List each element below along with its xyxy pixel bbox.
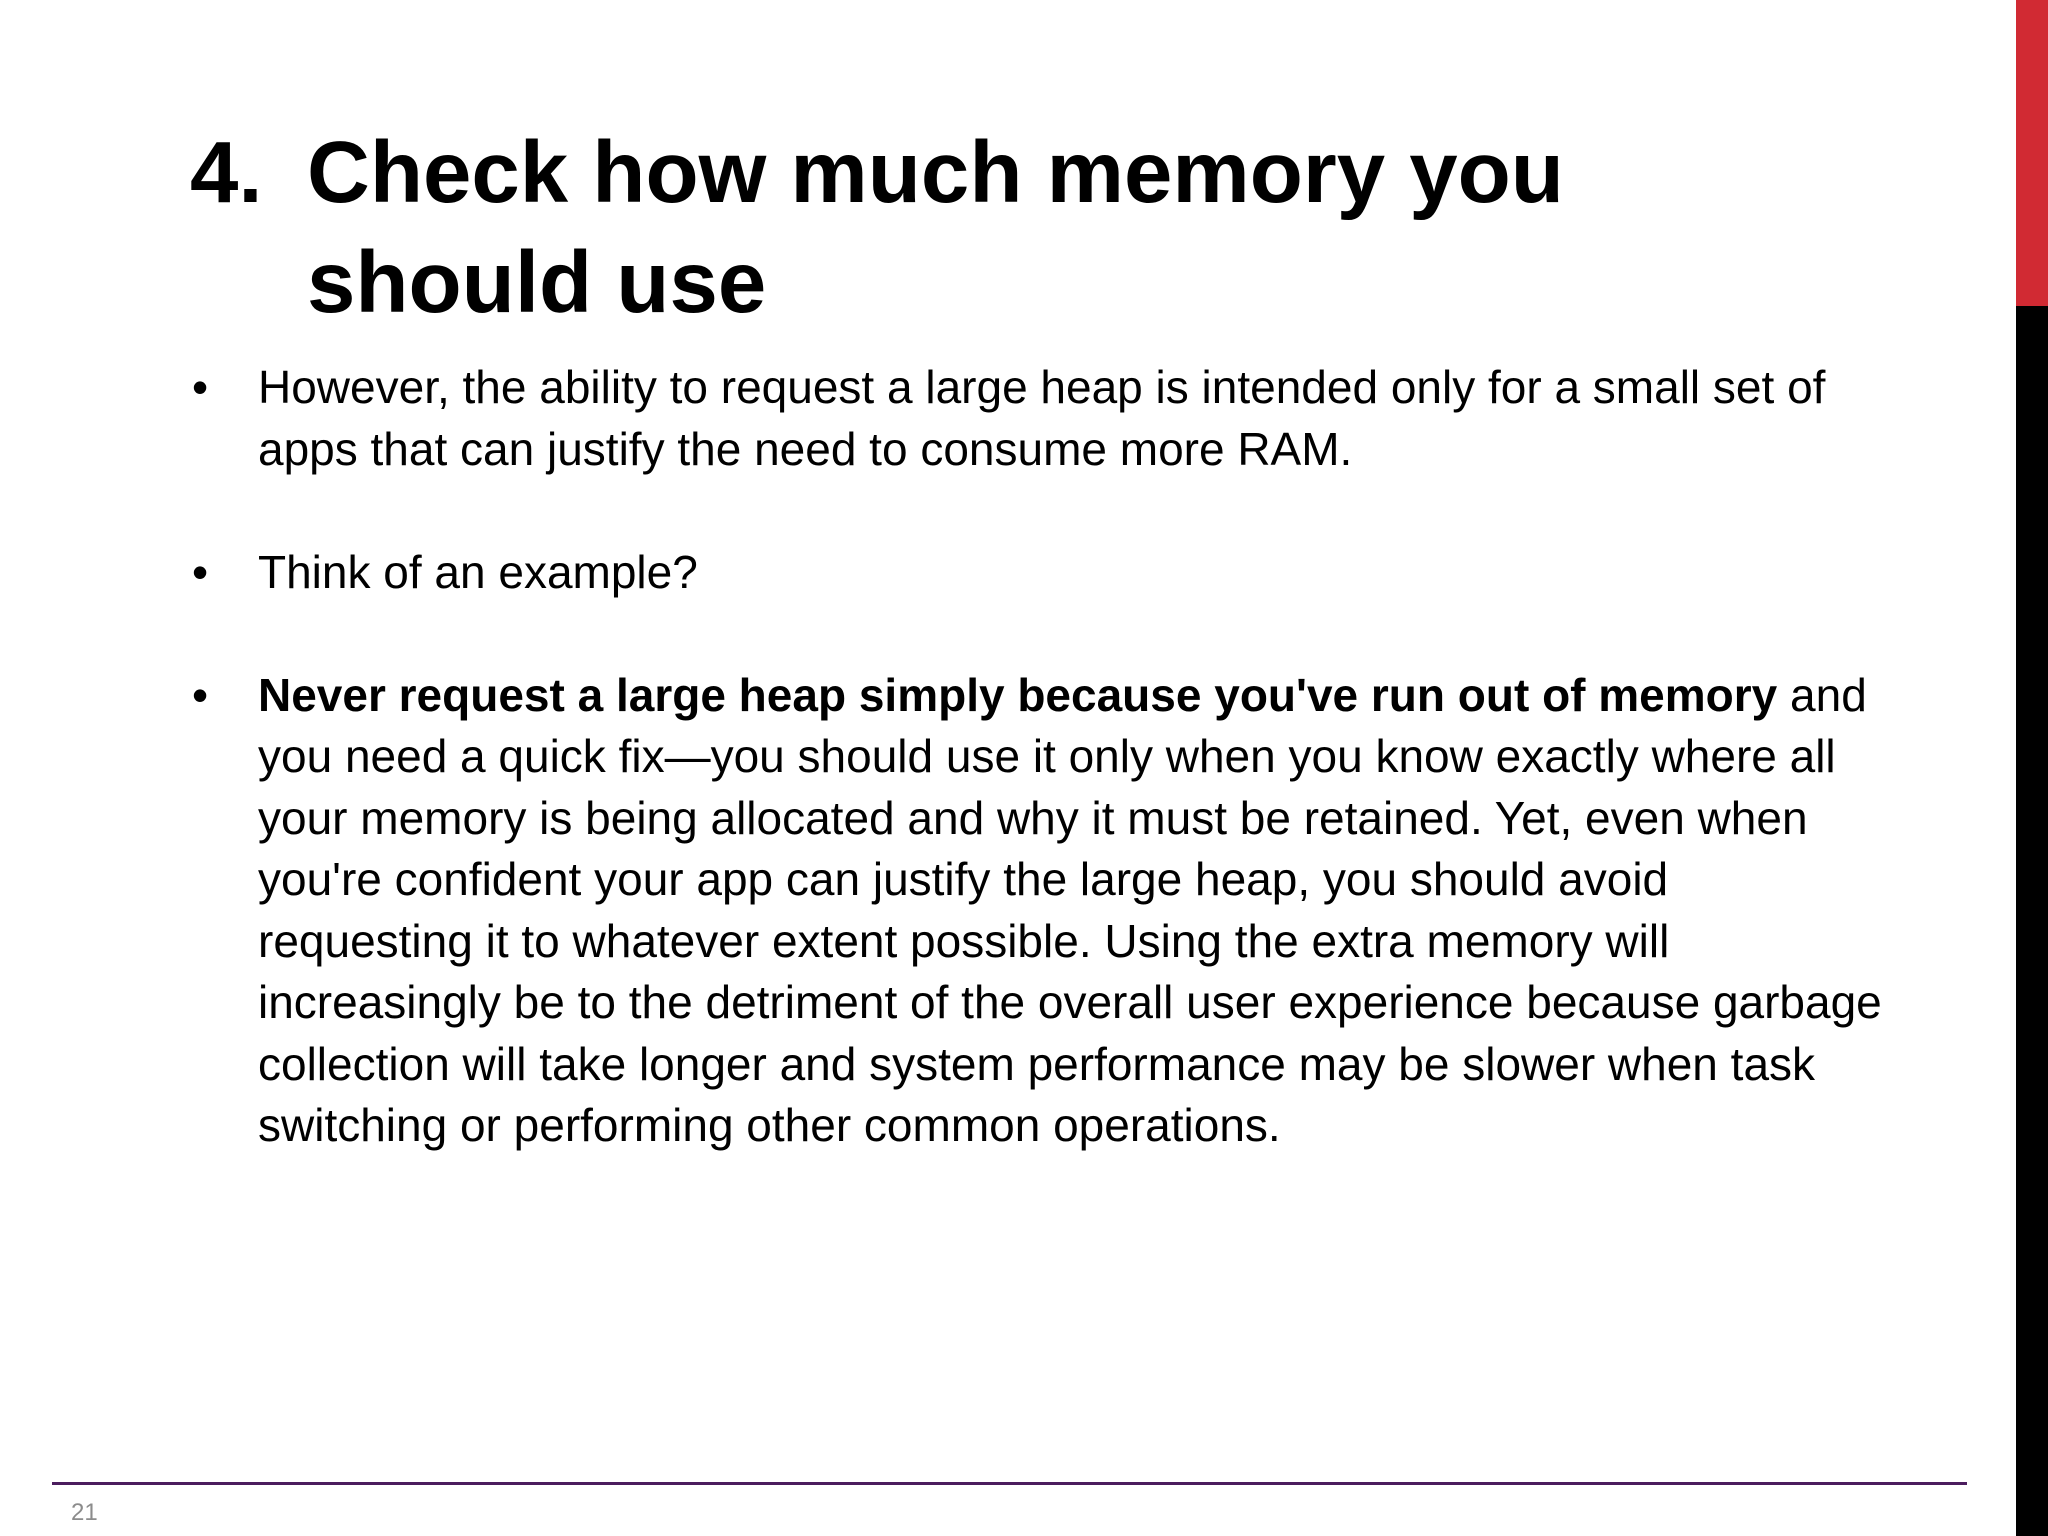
bullet-mark: • xyxy=(192,668,209,721)
footer-divider xyxy=(52,1482,1967,1485)
bullet-item xyxy=(190,665,1890,1157)
bullet-bold-text: Never request a large heap simply because you've run out of memory xyxy=(258,668,1778,721)
title-line-2: should use xyxy=(307,234,767,331)
page-number: 21 xyxy=(71,1499,98,1526)
title-text xyxy=(307,118,1790,338)
title-number: 4. xyxy=(190,124,263,221)
accent-bar-red xyxy=(2016,0,2048,306)
slide-title xyxy=(190,118,1790,338)
bullet-mark: • xyxy=(192,361,209,413)
bullet-text: Think of an example? xyxy=(258,545,698,598)
bullet-text: However, the ability to request a large heap is intended only for a small set of apps that can justify the need to consume more RAM. xyxy=(258,361,1826,475)
bullet-item xyxy=(190,542,1890,604)
bullet-mark: • xyxy=(192,545,209,598)
bullet-body-text: and you need a quick fix—you should use it only when you know exactly where all your memory is being allocated and why it must be retained. Yet, even when you're confident your app can justify the large heap, you should avoid requesting it to whatever extent possible. Using the extra memory will increasingly be to the detriment of the overall user experience because garbage collection will take longer and system performance may be slower when task switching or performing other common operations. xyxy=(258,668,1882,1151)
accent-bar-black xyxy=(2016,306,2048,1536)
bullet-item xyxy=(190,357,1890,480)
bullet-text xyxy=(258,665,1890,1157)
title-line-1: Check how much memory you xyxy=(307,124,1564,221)
bullet-list xyxy=(190,357,1890,1218)
